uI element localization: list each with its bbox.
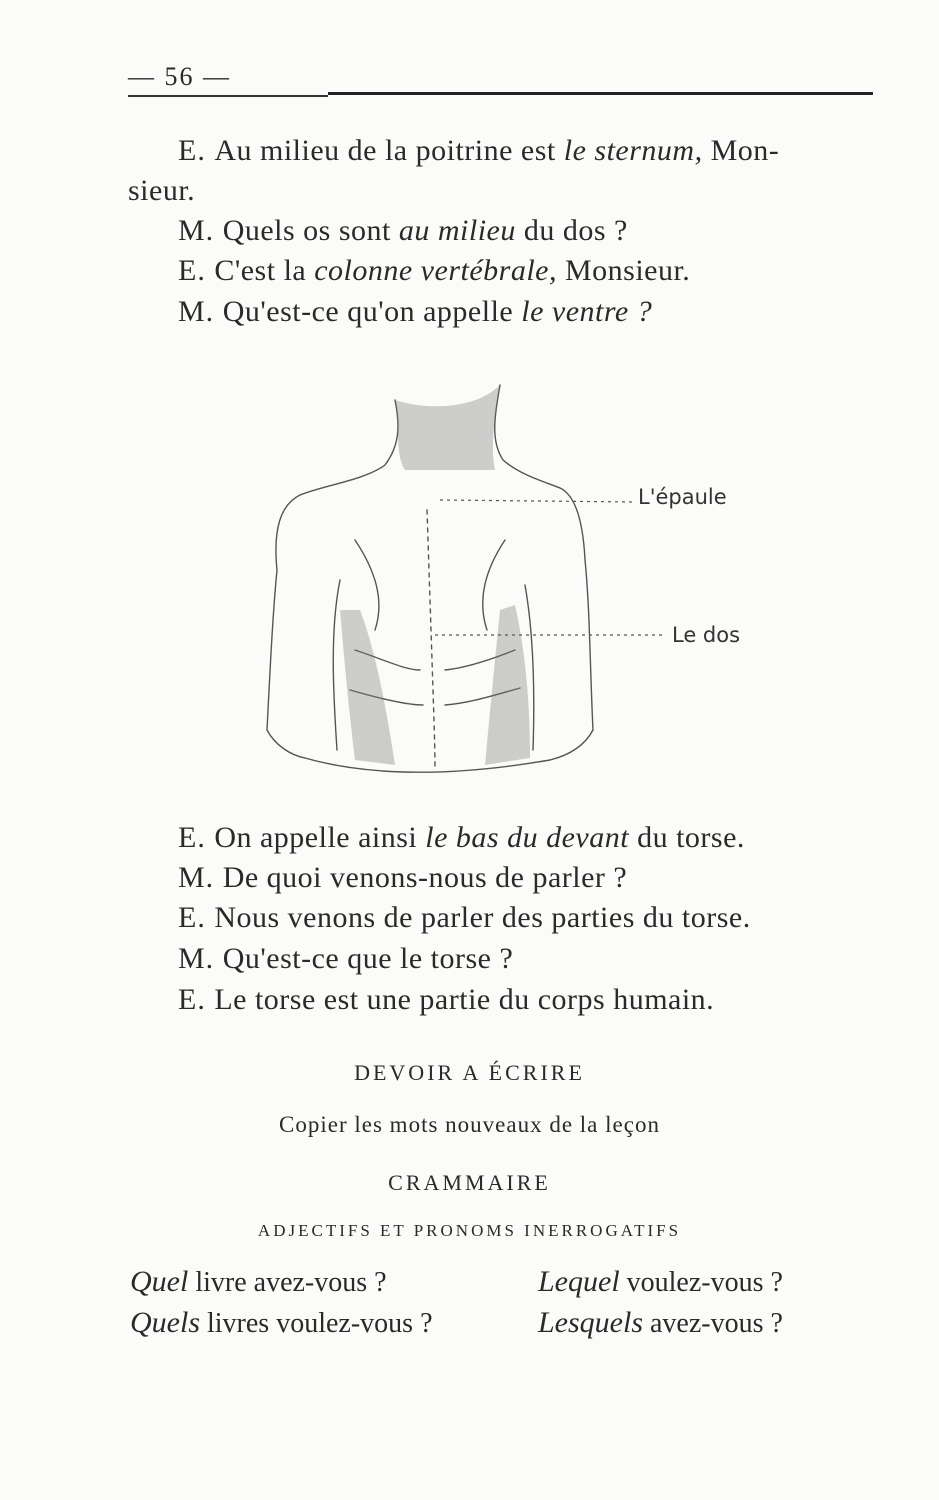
dialogue-line [178,900,751,936]
example-lesquels [538,1306,783,1340]
line-text: Mon- [702,134,780,167]
line-text: Monsieur. [556,254,691,287]
label-back: Le dos [672,623,741,647]
dialogue-line [178,133,779,169]
speaker-label: M. [178,942,223,975]
speaker-label: E. [178,254,215,287]
italic-term: le bas du devant [425,821,630,854]
example-word: Lesquels [538,1306,643,1339]
line-text: C'est la [214,254,315,287]
speaker-label: E. [178,821,215,854]
line-text: sieur. [128,174,196,207]
devoir-title: DEVOIR A ÉCRIRE [354,1060,585,1085]
dialogue-line [178,294,652,330]
header-rule-short [128,95,328,97]
label-shoulder: L'épaule [638,485,727,509]
italic-term: le ventre ? [521,295,653,328]
line-text: Nous venons de parler des parties du torse. [214,901,751,934]
devoir-instruction: Copier les mots nouveaux de la leçon [279,1112,660,1137]
speaker-label: E. [178,983,215,1016]
torso-back-illustration [245,370,785,800]
line-text: Le torse est une partie du corps humain. [214,983,715,1016]
italic-term: colonne vertébrale, [314,254,557,287]
example-rest: livre avez-vous ? [188,1267,387,1298]
speaker-label: M. [178,295,223,328]
speaker-label: M. [178,861,223,894]
dialogue-line [178,941,513,977]
line-text: De quoi venons-nous de parler ? [222,861,628,894]
speaker-label: E. [178,901,215,934]
line-text: Au milieu de la poitrine est [214,134,564,167]
line-text: du torse. [629,821,745,854]
italic-term: le sternum, [563,134,703,167]
example-quels [130,1306,433,1340]
example-lequel [538,1265,783,1299]
speaker-label: M. [178,214,223,247]
dialogue-line [178,820,745,856]
line-text: du dos ? [515,214,628,247]
line-text: Quels os sont [222,214,399,247]
header-rule-long [328,92,873,95]
example-rest: avez-vous ? [643,1308,783,1339]
dialogue-line [178,253,690,289]
speaker-label: E. [178,134,215,167]
line-text: Qu'est-ce que le torse ? [222,942,514,975]
example-rest: voulez-vous ? [619,1267,783,1298]
example-quel [130,1265,387,1299]
example-word: Quels [130,1306,200,1339]
dialogue-line [178,982,714,1018]
dialogue-line [178,860,627,896]
example-word: Quel [130,1265,189,1298]
line-text: Qu'est-ce qu'on appelle [222,295,522,328]
grammaire-title: CRAMMAIRE [388,1170,551,1195]
page-number: — 56 — [128,62,231,91]
example-rest: livres voulez-vous ? [200,1308,433,1339]
italic-term: au milieu [398,214,516,247]
dialogue-line [128,173,195,209]
grammaire-subtitle: ADJECTIFS ET PRONOMS INERROGATIFS [257,1221,682,1240]
dialogue-line [178,213,628,249]
line-text: On appelle ainsi [214,821,426,854]
example-word: Lequel [538,1265,620,1298]
page-header [128,62,873,102]
